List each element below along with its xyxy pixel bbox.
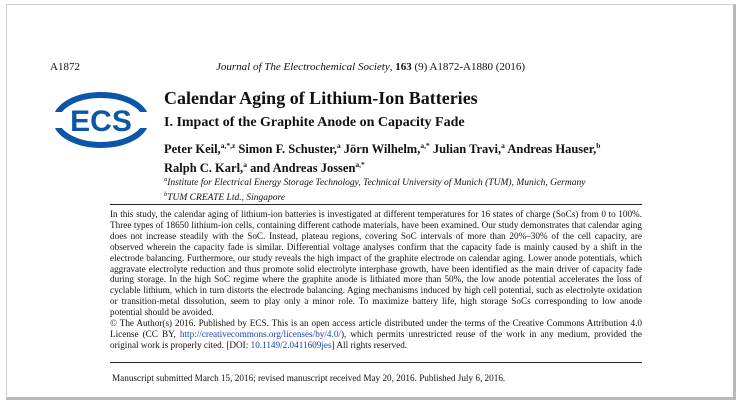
- journal-citation: Journal of The Electrochemical Society, 163 (9) A1872-A1880 (2016): [216, 61, 526, 73]
- journal-issue-pages: (9) A1872-A1880 (2016): [414, 61, 526, 73]
- article-title: Calendar Aging of Lithium-Ion Batteries: [164, 88, 478, 108]
- author: Ralph C. Karl,$^a$: [164, 160, 247, 176]
- license-link[interactable]: http://creativecommons.org/licenses/by/4.0/: [179, 328, 341, 339]
- ecs-logo: [52, 92, 150, 148]
- author: Andreas Hauser,$^b$: [504, 141, 601, 157]
- author: Jörn Wilhelm,$^{a,*}$: [340, 141, 430, 157]
- article-subtitle: I. Impact of the Graphite Anode on Capacity Fade: [164, 115, 465, 130]
- page-number: A1872: [50, 61, 80, 73]
- author: Peter Keil,$^{a,*,z}$: [164, 141, 236, 157]
- doi-link[interactable]: 10.1149/2.0411609jes: [250, 339, 332, 350]
- author: Simon F. Schuster,$^a$: [235, 141, 341, 157]
- affiliation-a: $^a$Institute for Electrical Energy Storage Technology, Technical University of Munich (TUM), Munich, Germany: [164, 176, 586, 189]
- affiliation-b: $^b$TUM CREATE Ltd., Singapore: [164, 191, 286, 204]
- author-list: [164, 138, 684, 176]
- affiliations: [164, 174, 585, 204]
- author: and Andreas Jossen$^{a,*}$: [246, 160, 365, 176]
- abstract-body: In this study, the calendar aging of lithium-ion batteries is investigated at different temperatures for 16 states of charge (SoCs) from 0 to 100%. Three types of 18650 lithium-ion cells, containing different cathode materials, have been examined. Our study demonstrates that calendar aging does not increase steadily with the SoC. Instead, plateau regions, covering SoC intervals of more than 20%–30% of the cell capacity, are observed wherein the capacity fade is similar. Differential voltage analyses confirm that the capacity fade is mainly caused by a shift in the electrode balancing. Furthermore, our study reveals the high impact of the graphite electrode on calendar aging. Lower anode potentials, which aggravate electrolyte reduction and thus promote solid electrolyte interphase growth, have been identified as the main driver of capacity fade during storage. In the high SoC regime where the graphite anode is lithiated more than 50%, the low anode potential accelerates the loss of cyclable lithium, which in turn distorts the electrode balancing. Aging mechanisms induced by high cell potential, such as electrolyte oxidation or transition-metal dissolution, seem to play only a minor role. To maximize battery life, high storage SoCs corresponding to low anode potential should be avoided.: [110, 209, 642, 318]
- journal-name: Journal of The Electrochemical Society: [216, 61, 390, 73]
- abstract-top-rule: [110, 204, 642, 205]
- journal-volume: 163: [395, 61, 412, 73]
- manuscript-dates: Manuscript submitted March 15, 2016; revised manuscript received May 20, 2016. Published July 6, 2016.: [112, 373, 506, 383]
- abstract-bottom-rule: [110, 362, 642, 363]
- abstract: [110, 209, 642, 351]
- license-statement: © The Author(s) 2016. Published by ECS. This is an open access article distributed under the terms of the Creative Commons Attribution 4.0 License (CC BY, http://creativecommons.org/licenses/by/4.0/), which permits unrestricted reuse of the work in any medium, provided the original work is properly cited. [DOI: 10.1149/2.0411609jes] All rights reserved.: [110, 318, 642, 350]
- author: Julian Travi,$^a$: [429, 141, 505, 157]
- ecs-logo-text: ECS: [70, 105, 132, 138]
